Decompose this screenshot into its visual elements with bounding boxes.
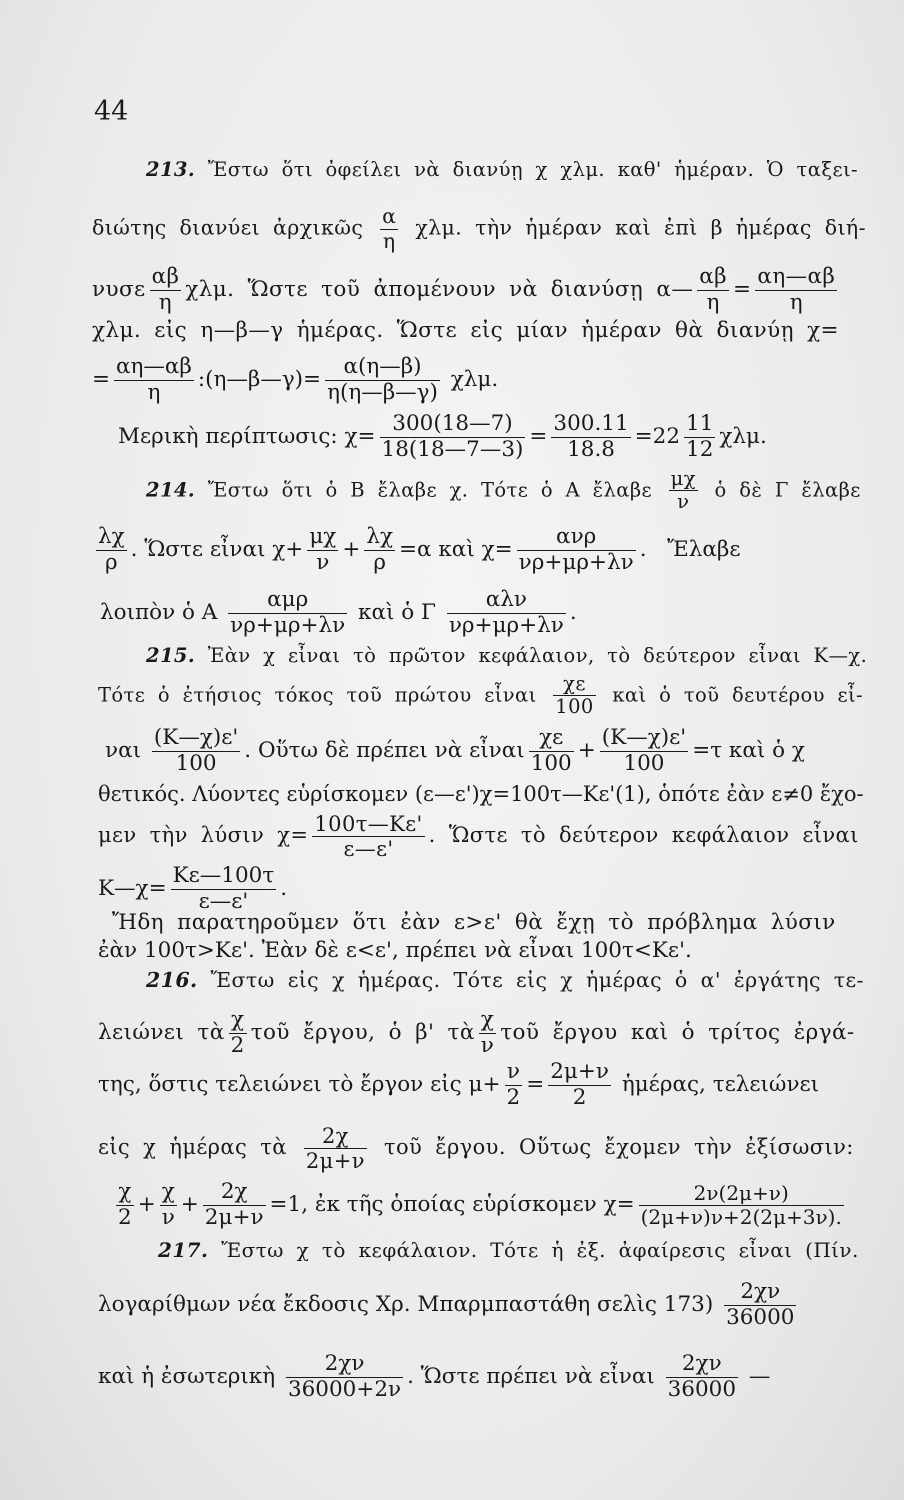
p217-line-1: 217. Ἔστω χ τὸ κεφάλαιον. Τότε ἡ ἐξ. ἀφαίρεσις εἶναι (Πίν. [158,1238,859,1262]
p214-line-3: λοιπὸν ὁ Α αμρ νρ+μρ+λν καὶ ὁ Γ αλν νρ+μρ+λν . [100,587,577,638]
p213-line-2: διώτης διανύει ἀρχικῶς $\frac{\alpha}{\eta}$ χλμ. τὴν ἡμέραν καὶ ἐπὶ β ἡμέρας διή- [92,204,866,253]
p213-line-1: 213. Ἔστω ὅτι ὀφείλει νὰ διανύῃ χ χλμ. καθ' ἡμέραν. Ὁ ταξει- [146,158,858,181]
p213-line-5: = $\frac{\alpha\eta—\alpha\beta}{\eta}$ :(η—β—γ)= $\frac{\alpha(\eta—\beta)}{\eta(\eta—\beta—\gamma)}$ χλμ. [92,354,499,405]
p215-line-8: ἐὰν 100τ>Κε'. Ἐὰν δὲ ε<ε', πρέπει νὰ εἶναι 100τ<Κε'. [98,938,692,963]
p213-line-3: νυσε $\frac{\alpha\beta}{\eta}$ χλμ. Ὥστε τοῦ ἀπομένουν νὰ διανύσῃ α— $\frac{\alpha\beta}{\eta}$ = $\frac{\alpha\eta—\alpha\beta}{\eta}$ [92,264,836,315]
p215-line-5: μεν τὴν λύσιν χ= $\frac{100\tau—K\varepsilon'}{\varepsilon—\varepsilon'}$ . Ὥστε τὸ δεύτερον κεφάλαιον εἶναι [98,812,859,862]
p215-line-1: 215. Ἐὰν χ εἶναι τὸ πρῶτον κεφάλαιον, τὸ δεύτερον εἶναι Κ—χ. [146,644,868,667]
p217-line-2: λογαρίθμων νέα ἔκδοσις Χρ. Μπαρμπαστάθη σελὶς 173) $\frac{2\chi\nu}{36000}$ [98,1279,795,1330]
p215-line-2: Τότε ὁ ἐτήσιος τόκος τοῦ πρώτου εἶναι $\frac{\chi\varepsilon}{100}$ καὶ ὁ τοῦ δευτέρου εἶ- [98,672,864,719]
p215-line-6: Κ—χ= $\frac{K\varepsilon—100\tau}{\varepsilon—\varepsilon'}$ . [98,863,288,914]
p215-line-4: θετικός. Λύοντες εὑρίσκομεν (ε—ε')χ=100τ—Κε'(1), ὁπότε ἐὰν ε≠0 ἔχο- [98,782,864,806]
p215-line-3: ναι $\frac{(K—\chi)\varepsilon'}{100}$ . Οὕτω δὲ πρέπει νὰ εἶναι $\frac{\chi\varepsilon}{100}$ + $\frac{(K—\chi)\varepsilon'}{100}$ =τ καὶ ὁ χ [105,725,805,776]
p213-line-4: χλμ. εἰς η—β—γ ἡμέρας. Ὥστε εἰς μίαν ἡμέραν θὰ διανύῃ χ= [92,318,839,343]
p216-line-2: λειώνει τὰ $\frac{\chi}{2}$ τοῦ ἔργου, ὁ β' τὰ $\frac{\chi}{\nu}$ τοῦ ἔργου καὶ ὁ τρίτος ἐργά- [98,1007,855,1058]
p216-line-3: της, ὅστις τελειώνει τὸ ἔργον εἰς μ+ $\frac{\nu}{2}$ = $\frac{2\mu+\nu}{2}$ ἡμέρας, τελειώνει [98,1059,820,1110]
p214-line-1: 214. Ἔστω ὅτι ὁ Β ἔλαβε χ. Τότε ὁ Α ἔλαβε $\frac{\mu\chi}{\nu}$ ὁ δὲ Γ ἔλαβε [146,467,861,514]
p216-line-1: 216. Ἔστω εἰς χ ἡμέρας. Τότε εἰς χ ἡμέρας ὁ α' ἐργάτης τε- [146,968,864,992]
p216-line-5: $\frac{\chi}{2}$ + $\frac{\chi}{\nu}$ + $\frac{2\chi}{2\mu+\nu}$ =1, ἐκ τῆς ὁποίας εὑρίσκομεν χ= $\frac{2\nu(2\mu+\nu)}{(2\mu+\nu)\nu+2(2\mu+3\nu).}$ [118,1179,842,1230]
page-number: 44 [94,96,129,127]
p214-line-2: $\frac{\lambda\chi}{\rho}$ . Ὥστε εἶναι χ+ $\frac{\mu\chi}{\nu}$ + $\frac{\lambda\chi}{\rho}$ =α καὶ χ= ανρ νρ+μρ+λν . Ἔλαβε [98,524,741,575]
p216-line-4: εἰς χ ἡμέρας τὰ $\frac{2\chi}{2\mu+\nu}$ τοῦ ἔργου. Οὕτως ἔχομεν τὴν ἐξίσωσιν: [98,1124,854,1174]
p213-line-6: Μερικὴ περίπτωσις: χ= $\frac{300(18—7)}{18(18—7—3)}$ = $\frac{300.11}{18.8}$ =22 $\frac{11}{12}$ χλμ. [118,411,767,462]
p217-line-3: καὶ ἡ ἐσωτερικὴ $\frac{2\chi\nu}{36000+2\nu}$ . Ὥστε πρέπει νὰ εἶναι $\frac{2\chi\nu}{36000}$ — [98,1351,771,1402]
p215-line-7: Ἤδη παρατηροῦμεν ὅτι ἐὰν ε>ε' θὰ ἔχῃ τὸ πρόβλημα λύσιν [112,910,836,935]
